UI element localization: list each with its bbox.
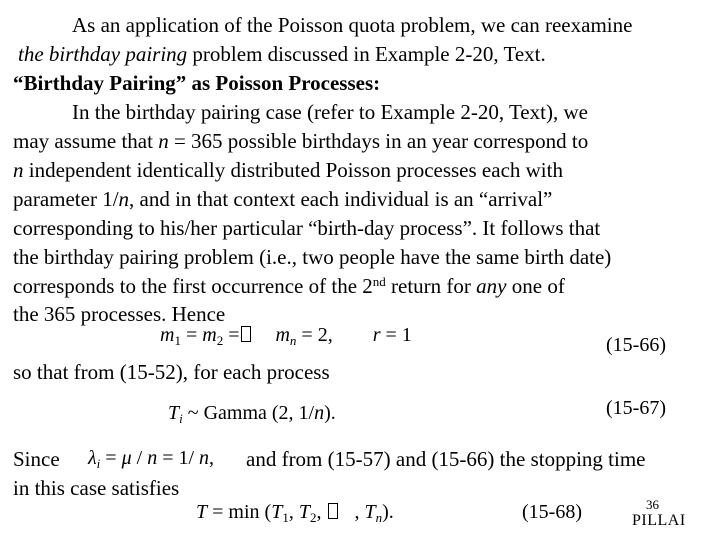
equation-number-15-68: (15-68) xyxy=(522,501,582,523)
paragraph-line-9: the birthday pairing problem (i.e., two people have the same birth date) xyxy=(13,245,612,269)
ellipsis-glyph-box xyxy=(241,326,251,342)
paragraph-line-13-rest: and from (15-57) and (15-66) the stopping time xyxy=(246,447,646,471)
paragraph-line-4: In the birthday pairing case (refer to Example 2-20, Text), we xyxy=(72,100,588,124)
author-footer: PILLAI xyxy=(632,512,686,529)
paragraph-line-7: parameter 1/n, and in that context each individual is an “arrival” xyxy=(13,187,553,211)
paragraph-line-12: so that from (15-52), for each process xyxy=(13,360,330,384)
paragraph-line-2: the birthday pairing problem discussed in Example 2-20, Text. xyxy=(18,42,546,66)
paragraph-line-5: may assume that n = 365 possible birthdays in an year correspond to xyxy=(13,129,589,153)
paragraph-line-13-since: Since xyxy=(13,447,60,471)
equation-15-67: $T_i$ ~ Gamma (2, 1/n). xyxy=(168,402,336,426)
paragraph-line-14: in this case satisfies xyxy=(13,476,180,500)
paragraph-line-6: n independent identically distributed Poisson processes each with xyxy=(13,158,563,182)
paragraph-line-8: corresponding to his/her particular “birth-day process”. It follows that xyxy=(13,216,601,240)
topic-italic: the birthday pairing xyxy=(18,42,188,66)
equation-number-15-66: (15-66) xyxy=(606,334,666,356)
lambda-equation: $\lambda_i = \mu / n = 1/$ n, xyxy=(88,447,215,471)
ellipsis-glyph-box xyxy=(328,503,338,519)
section-heading: “Birthday Pairing” as Poisson Processes: xyxy=(13,71,381,95)
page-number: 36 xyxy=(646,497,659,512)
equation-15-66: $m_1 = m_2 = m_n = 2$, r = 1 xyxy=(160,324,412,348)
paragraph-line-10: corresponds to the first occurrence of the 2nd return for any one of xyxy=(13,274,565,298)
paragraph-line-11: the 365 processes. Hence xyxy=(13,302,226,326)
paragraph-line-1: As an application of the Poisson quota problem, we can reexamine xyxy=(72,13,633,37)
equation-number-15-67: (15-67) xyxy=(606,397,666,419)
equation-15-68: $T = \min (T_1$, $T_2$, , $T_n$). xyxy=(196,501,394,525)
